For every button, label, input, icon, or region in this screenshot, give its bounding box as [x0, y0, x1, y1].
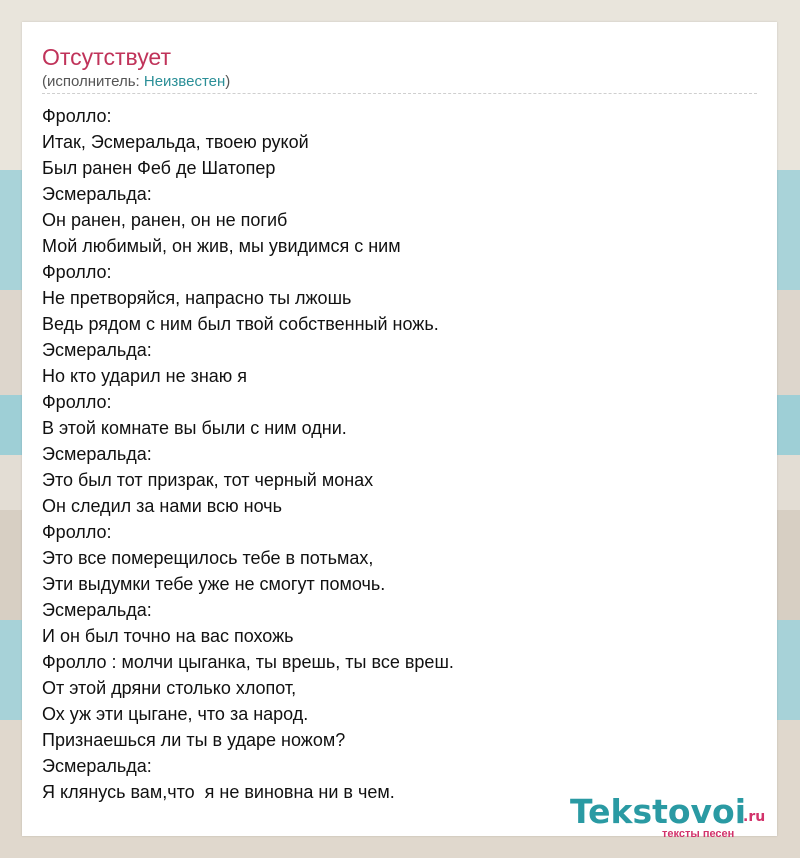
lyric-line: Эсмеральда: — [42, 444, 152, 464]
performer-prefix: (исполнитель: — [42, 73, 144, 90]
lyric-line: Это все померещилось тебе в потьмах, — [42, 548, 374, 568]
lyric-line: Фролло : молчи цыганка, ты врешь, ты все вреш. — [42, 652, 454, 672]
lyric-line: Фролло: — [42, 522, 112, 542]
lyric-line: Это был тот призрак, тот черный монах — [42, 470, 374, 490]
lyric-line: Эсмеральда: — [42, 756, 152, 776]
lyrics-card — [22, 22, 777, 840]
lyric-line: Но кто ударил не знаю я — [42, 366, 248, 386]
lyric-line: Был ранен Феб де Шатопер — [42, 158, 276, 178]
lyric-line: Итак, Эсмеральда, твоею рукой — [42, 132, 309, 152]
lyric-line: Он следил за нами всю ночь — [42, 496, 282, 516]
lyrics-text — [42, 103, 454, 805]
performer-line — [42, 73, 230, 91]
lyric-line: Эти выдумки тебе уже не смогут помочь. — [42, 574, 386, 594]
logo-subtitle: тексты песен — [662, 828, 735, 840]
lyric-line: Ведь рядом с ним был твой собственный ножь. — [42, 314, 439, 334]
lyric-line: Я клянусь вам,что я не виновна ни в чем. — [42, 782, 395, 802]
song-title: Отсутствует — [42, 44, 171, 70]
lyric-line: От этой дряни столько хлопот, — [42, 678, 297, 698]
lyric-line: Эсмеральда: — [42, 184, 152, 204]
lyric-line: Фролло: — [42, 392, 112, 412]
dashed-divider — [42, 93, 757, 94]
logo-domain: .ru — [743, 809, 766, 825]
lyric-line: Ох уж эти цыгане, что за народ. — [42, 704, 309, 724]
lyric-line: Эсмеральда: — [42, 340, 152, 360]
lyric-line: Он ранен, ранен, он не погиб — [42, 210, 288, 230]
performer-link[interactable]: Неизвестен — [143, 73, 226, 90]
lyric-line: Мой любимый, он жив, мы увидимся с ним — [42, 236, 401, 256]
lyric-line: Фролло: — [42, 106, 112, 126]
logo-wordmark: Tekstovoi — [570, 792, 747, 831]
performer-suffix: ) — [225, 73, 231, 90]
lyric-line: Признаешься ли ты в ударе ножом? — [42, 730, 346, 750]
lyric-line: Не претворяйся, напрасно ты лжошь — [42, 288, 352, 308]
lyric-line: Эсмеральда: — [42, 600, 152, 620]
lyric-line: И он был точно на вас похожь — [42, 626, 294, 646]
lyric-line: В этой комнате вы были с ним одни. — [42, 418, 347, 438]
lyric-line: Фролло: — [42, 262, 112, 282]
site-logo[interactable] — [570, 792, 780, 842]
